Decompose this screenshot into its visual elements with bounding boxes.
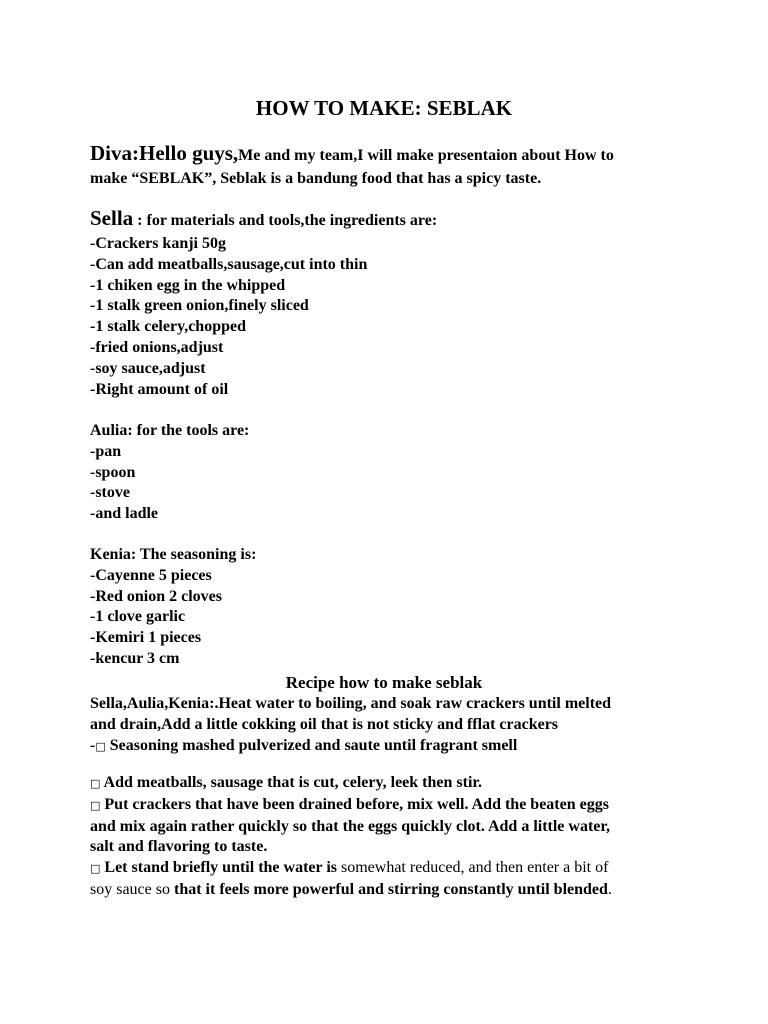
list-item: -1 stalk celery,chopped [90, 318, 246, 336]
recipe-line-1: Sella,Aulia,Kenia:.Heat water to boiling, and soak raw crackers until melted [90, 695, 612, 712]
list-item: -Right amount of oil [90, 380, 229, 398]
list-item: -fried onions,adjust [90, 338, 224, 356]
ingredients-list [90, 234, 690, 400]
sella-speaker: Sella [90, 206, 134, 230]
recipe-title: Recipe how to make seblak [285, 673, 483, 692]
list-item: -Cayenne 5 pieces [90, 566, 212, 584]
missing-glyph-icon: □ [90, 798, 101, 812]
kenia-section [90, 545, 690, 670]
list-item: -kencur 3 cm [90, 649, 180, 667]
list-item: -1 chiken egg in the whipped [90, 276, 286, 294]
step-2-cont: salt and flavoring to taste. [90, 838, 268, 856]
list-item: -and ladle [90, 505, 159, 523]
step-1: □ Add meatballs, sausage that is cut, celery, leek then stir. [90, 774, 483, 791]
list-item: -Kemiri 1 pieces [90, 629, 202, 647]
intro-speaker: Diva:Hello guys, [90, 141, 239, 165]
list-item: -stove [90, 484, 130, 502]
missing-glyph-icon: □ [90, 777, 101, 790]
list-item: -spoon [90, 463, 136, 481]
intro-paragraph [90, 140, 690, 190]
list-item: -1 clove garlic [90, 608, 186, 626]
recipe-line-3: -□ Seasoning mashed pulverized and saute until fragrant smell [90, 736, 518, 754]
document-title: HOW TO MAKE: SEBLAK [255, 96, 513, 120]
step-2: □ Put crackers that have been drained before, mix well. Add the beaten eggs [90, 795, 609, 813]
list-item: -Can add meatballs,sausage,cut into thin [90, 255, 368, 273]
aulia-heading: Aulia: for the tools are: [90, 422, 250, 439]
aulia-section [90, 421, 690, 525]
sella-heading: : for materials and tools,the ingredients are: [133, 212, 438, 229]
recipe-steps [90, 773, 690, 901]
list-item: -Red onion 2 cloves [90, 587, 222, 605]
list-item: -pan [90, 442, 122, 460]
intro-text-2: make “SEBLAK”, Seblak is a bandung food that has a spicy taste. [90, 170, 542, 187]
missing-glyph-icon: □ [90, 862, 101, 876]
missing-glyph-icon: □ [95, 739, 106, 753]
step-3: □ Let stand briefly until the water is somewhat reduced, and then enter a bit of [90, 859, 609, 877]
kenia-heading: Kenia: The seasoning is: [90, 546, 257, 563]
recipe-intro [90, 694, 690, 757]
step-2-cont: and mix again rather quickly so that the eggs quickly clot. Add a little water, [90, 817, 611, 835]
step-3-cont: soy sauce so that it feels more powerful and stirring constantly until blended. [90, 880, 612, 898]
list-item: -soy sauce,adjust [90, 359, 206, 377]
list-item: -Crackers kanji 50g [90, 235, 226, 252]
recipe-line-2: and drain,Add a little cokking oil that is not sticky and fflat crackers [90, 715, 559, 733]
intro-text-1: Me and my team,I will make presentaion about How to [238, 147, 614, 164]
sella-section [90, 205, 690, 400]
list-item: -1 stalk green onion,finely sliced [90, 297, 309, 315]
